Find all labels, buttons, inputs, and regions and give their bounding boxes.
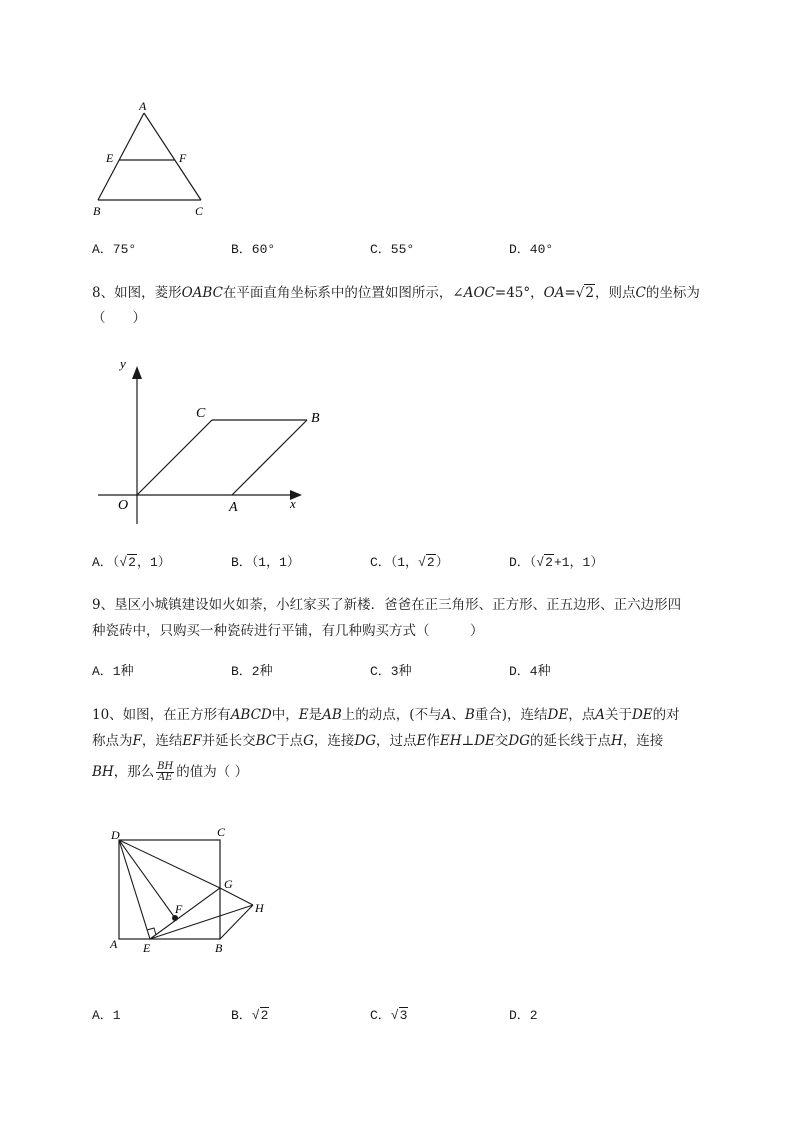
label-a: A — [229, 500, 238, 515]
label-d: D — [111, 828, 120, 842]
label-x: x — [290, 496, 296, 511]
segment-df — [119, 840, 175, 918]
q8-option-a: A．（√2，1） — [92, 553, 171, 573]
coordinate-figure — [92, 352, 322, 532]
q8-line1: 8、如图，菱形OABC在平面直角坐标系中的位置如图所示，∠AOC=45°，OA=√2，则点C的坐标为 — [92, 285, 700, 301]
q10-option-b: B．√2 — [231, 1006, 269, 1026]
label-e: E — [143, 941, 151, 955]
label-b: B — [93, 204, 101, 218]
label-c: C — [196, 406, 206, 421]
side-oc — [137, 420, 212, 495]
fraction-bh-ae: $\frac{BH}{AE}$ — [157, 761, 174, 783]
q8-option-c: C．（1，√2） — [370, 553, 449, 573]
label-c: C — [217, 825, 226, 839]
q9-option-c: C．3种 — [370, 664, 412, 679]
side-ba — [232, 420, 307, 495]
label-b: B — [311, 411, 320, 426]
side-ac — [144, 113, 201, 200]
q10-line3: BH，那么 $\frac{BH}{AE}$ 的值为（ ） — [92, 761, 249, 783]
q7-option-d: D．40° — [509, 242, 554, 257]
q8-option-b: B．（1，1） — [231, 555, 300, 570]
q7-option-a: A．75° — [92, 242, 137, 257]
sqrt-symbol: √2 — [575, 285, 594, 301]
side-ab — [98, 113, 144, 200]
q7-option-c: C．55° — [370, 242, 415, 257]
q8-option-d: D．（√2+1，1） — [509, 553, 603, 573]
label-c: C — [195, 204, 204, 218]
q10-line2: 称点为F，连结EF并延长交BC于点G，连接DG，过点E作EH⊥DE交DG的延长线于点H，连接 — [92, 733, 664, 749]
q9-line2: 种瓷砖中，只购买一种瓷砖进行平铺，有几种购买方式（ ） — [92, 623, 484, 639]
sqrt-symbol: √3 — [390, 1008, 408, 1023]
segment-de — [119, 840, 150, 939]
label-a: A — [139, 99, 147, 113]
q10-option-a: A．1 — [92, 1008, 121, 1023]
label-f: F — [175, 902, 183, 916]
q10-line1: 10、如图，在正方形有ABCD中，E是AB上的动点，(不与A、B重合)，连结DE，点A关于DE的对 — [92, 707, 680, 723]
label-e: E — [106, 151, 114, 165]
q8-answer-paren: （ ） — [92, 310, 146, 326]
q7-option-b: B．60° — [231, 242, 276, 257]
q9-line1: 9、垦区小城镇建设如火如荼，小红家买了新楼．爸爸在正三角形、正方形、正五边形、正六边形四 — [92, 597, 682, 613]
q9-option-b: B．2种 — [231, 664, 273, 679]
segment-dg — [119, 840, 220, 888]
label-o: O — [118, 498, 129, 513]
sqrt-symbol: √2 — [536, 555, 553, 570]
q10-option-d: D．2 — [509, 1008, 538, 1023]
sqrt-symbol: √2 — [251, 1008, 269, 1023]
label-a: A — [110, 937, 118, 951]
y-axis-arrow — [132, 366, 142, 379]
label-f: F — [179, 151, 187, 165]
square-figure — [105, 820, 275, 960]
triangle-figure — [88, 98, 218, 223]
q9-option-a: A．1种 — [92, 664, 134, 679]
q9-option-d: D．4种 — [509, 664, 551, 679]
q10-option-c: C．√3 — [370, 1006, 408, 1026]
label-h: H — [255, 901, 264, 915]
sqrt-symbol: √2 — [418, 555, 435, 570]
label-g: G — [224, 877, 233, 891]
segment-eh — [150, 905, 253, 939]
label-y: y — [120, 356, 126, 371]
sqrt-symbol: √2 — [119, 555, 136, 570]
label-b: B — [215, 941, 223, 955]
segment-eg — [150, 888, 220, 939]
